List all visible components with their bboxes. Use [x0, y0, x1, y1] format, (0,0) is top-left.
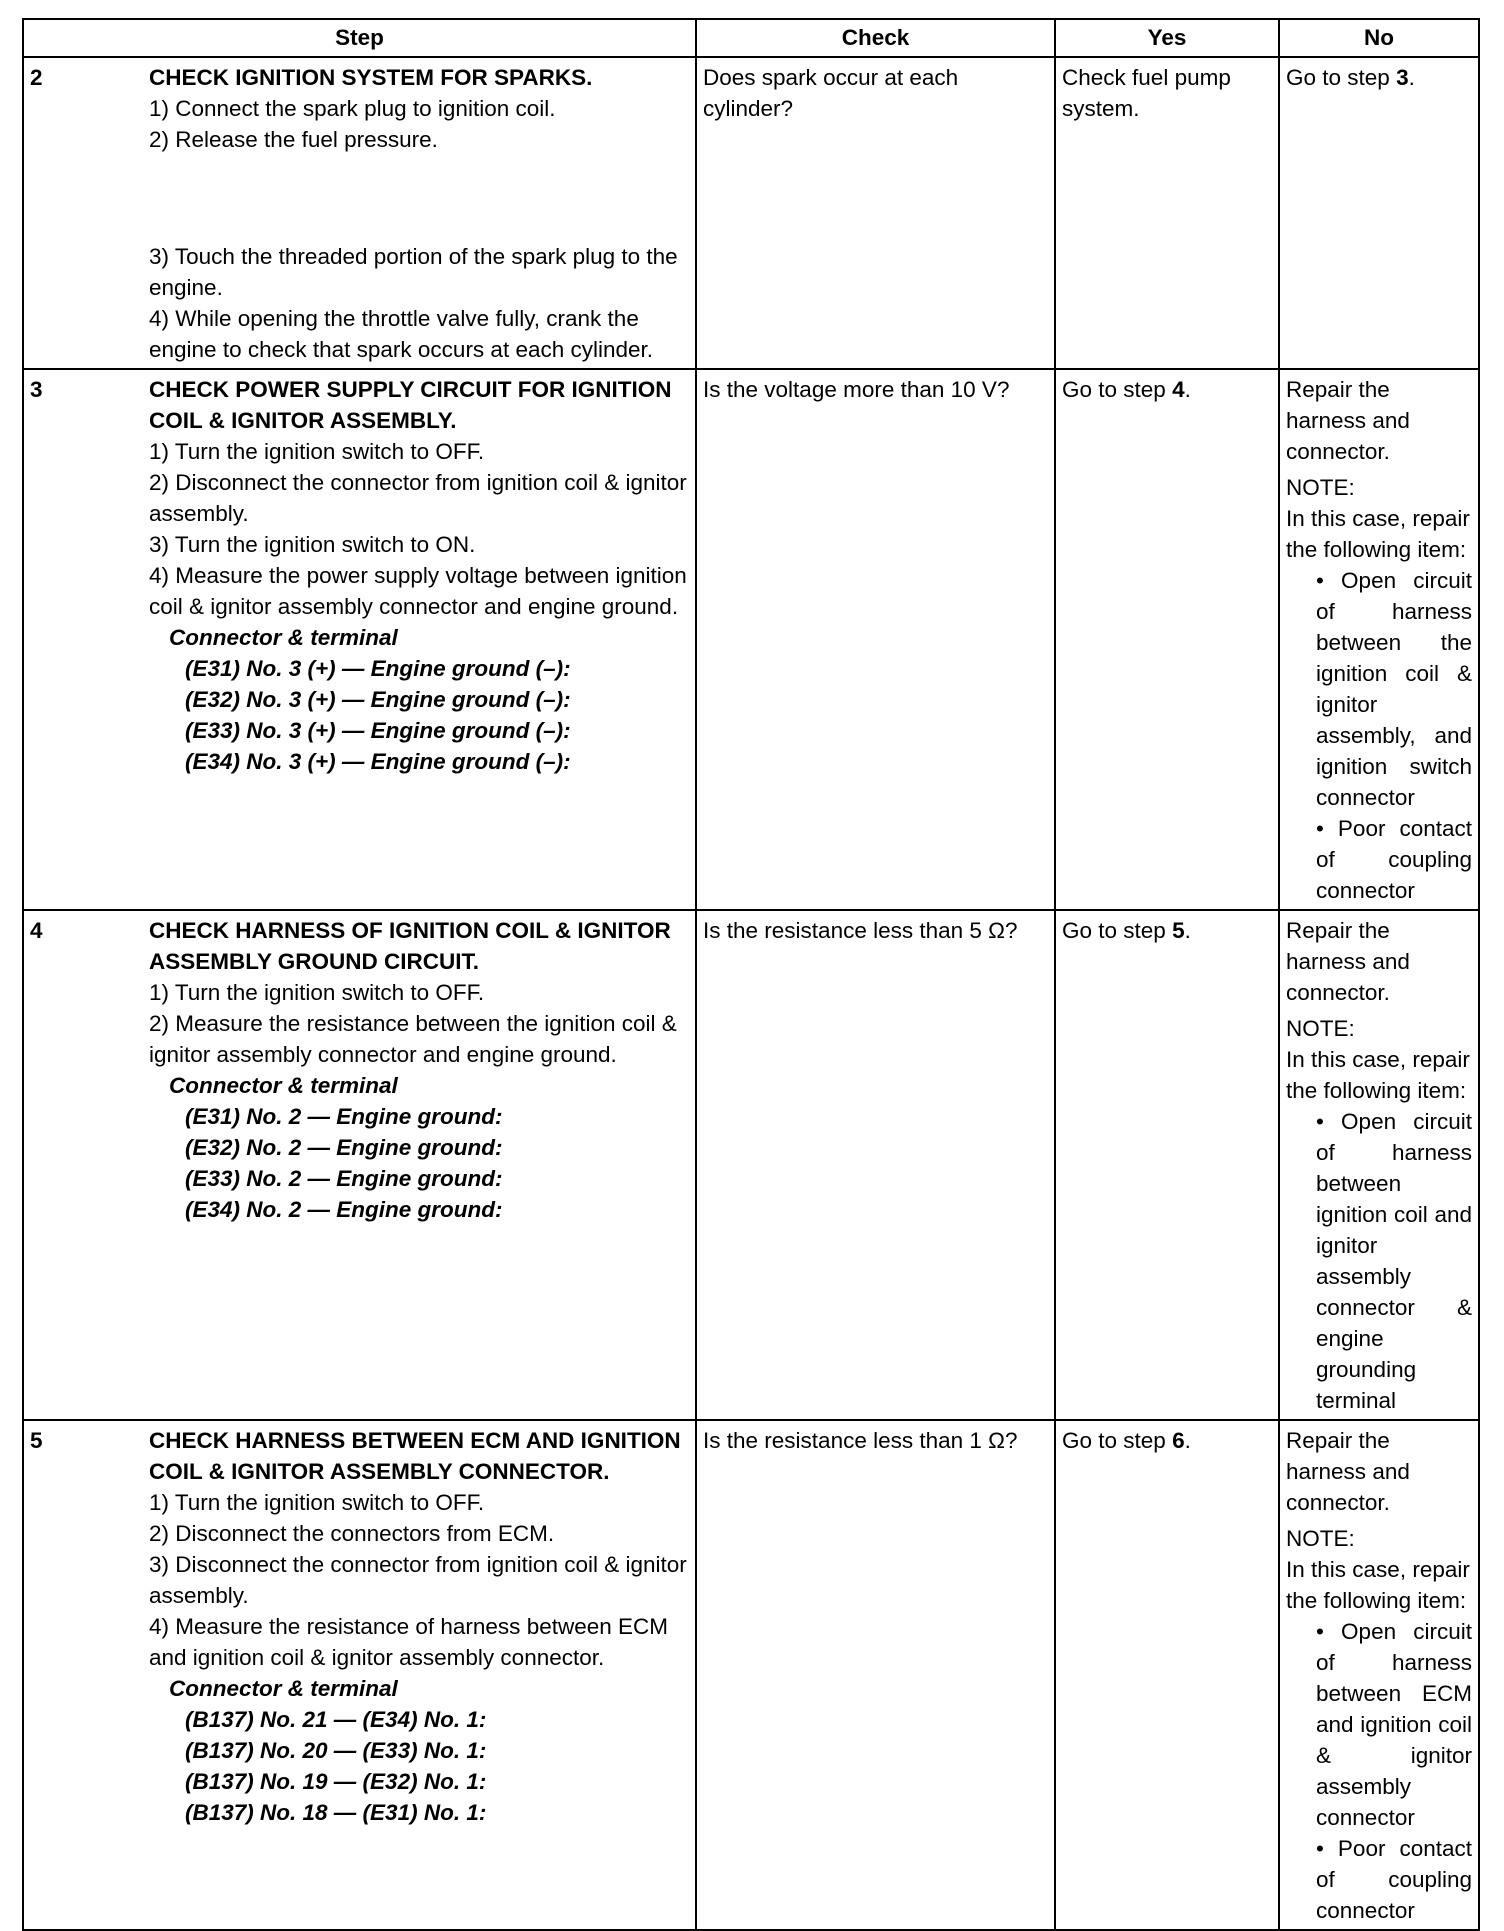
- no-cell: Go to step 3.: [1279, 57, 1479, 369]
- step-line: 1) Turn the ignition switch to OFF.: [149, 439, 485, 464]
- note-text: In this case, repair the following item:: [1286, 1557, 1470, 1613]
- repair-instruction: Repair the harness and connector.: [1286, 377, 1410, 464]
- header-yes: Yes: [1055, 19, 1279, 57]
- check-cell: Is the voltage more than 10 V?: [696, 369, 1055, 910]
- no-cell: [1279, 1420, 1479, 1930]
- connector-terminal: (E31) No. 2 — Engine ground:: [185, 1104, 503, 1129]
- bullet-item: • Poor contact of coupling connector: [1316, 816, 1473, 903]
- step-line: 1) Turn the ignition switch to OFF.: [149, 980, 485, 1005]
- note-label: NOTE:: [1286, 475, 1355, 500]
- note-label: NOTE:: [1286, 1526, 1355, 1551]
- check-cell: Is the resistance less than 5 Ω?: [696, 910, 1055, 1420]
- header-no: No: [1279, 19, 1479, 57]
- step-line: 2) Disconnect the connector from ignition coil & ignitor assembly.: [149, 470, 687, 526]
- connector-label: Connector & terminal: [169, 1073, 398, 1098]
- yes-cell: Go to step 5.: [1055, 910, 1279, 1420]
- yes-cell: Go to step 6.: [1055, 1420, 1279, 1930]
- step-number: 3: [23, 369, 143, 910]
- table-row: [23, 369, 1479, 910]
- check-cell: Is the resistance less than 1 Ω?: [696, 1420, 1055, 1930]
- step-number: 4: [23, 910, 143, 1420]
- header-check: Check: [696, 19, 1055, 57]
- connector-terminal: (E32) No. 3 (+) — Engine ground (–):: [185, 687, 571, 712]
- step-line: 3) Turn the ignition switch to ON.: [149, 532, 476, 557]
- bullet-item: • Open circuit of harness between ignition coil and ignitor assembly connector & engine grounding terminal: [1316, 1109, 1473, 1413]
- step-description: [143, 1420, 696, 1930]
- note-label: NOTE:: [1286, 1016, 1355, 1041]
- bullet-item: • Open circuit of harness between the ignition coil & ignitor assembly, and ignition switch connector: [1316, 568, 1473, 810]
- step-reference: 5: [1172, 918, 1185, 943]
- connector-terminal: (B137) No. 19 — (E32) No. 1:: [185, 1769, 487, 1794]
- table-row: [23, 57, 1479, 369]
- step-line: 2) Measure the resistance between the ignition coil & ignitor assembly connector and engine ground.: [149, 1011, 677, 1067]
- header-step: Step: [23, 19, 696, 57]
- step-description: [143, 57, 696, 369]
- step-reference: 3: [1396, 65, 1409, 90]
- connector-terminal: (E33) No. 3 (+) — Engine ground (–):: [185, 718, 571, 743]
- bullet-item: • Open circuit of harness between ECM and ignition coil & ignitor assembly connector: [1316, 1619, 1473, 1830]
- yes-cell: Check fuel pump system.: [1055, 57, 1279, 369]
- no-cell: [1279, 910, 1479, 1420]
- connector-terminal: (E31) No. 3 (+) — Engine ground (–):: [185, 656, 571, 681]
- no-cell: [1279, 369, 1479, 910]
- step-line: 4) Measure the resistance of harness between ECM and ignition coil & ignitor assembly connector.: [149, 1614, 669, 1670]
- step-number: 5: [23, 1420, 143, 1930]
- check-cell: Does spark occur at each cylinder?: [696, 57, 1055, 369]
- step-line: 2) Disconnect the connectors from ECM.: [149, 1521, 555, 1546]
- connector-label: Connector & terminal: [169, 1676, 398, 1701]
- step-number: 2: [23, 57, 143, 369]
- step-line: 3) Disconnect the connector from ignition coil & ignitor assembly.: [149, 1552, 687, 1608]
- step-line: 2) Release the fuel pressure.: [149, 127, 438, 152]
- step-line: 1) Turn the ignition switch to OFF.: [149, 1490, 485, 1515]
- step-title: CHECK HARNESS OF IGNITION COIL & IGNITOR ASSEMBLY GROUND CIRCUIT.: [149, 918, 671, 974]
- connector-terminal: (B137) No. 21 — (E34) No. 1:: [185, 1707, 487, 1732]
- connector-terminal: (E32) No. 2 — Engine ground:: [185, 1135, 503, 1160]
- connector-terminal: (E34) No. 3 (+) — Engine ground (–):: [185, 749, 571, 774]
- connector-terminal: (B137) No. 18 — (E31) No. 1:: [185, 1800, 487, 1825]
- step-reference: 4: [1172, 377, 1185, 402]
- diagnostic-table: [22, 18, 1480, 1931]
- step-reference: 6: [1172, 1428, 1185, 1453]
- step-description: [143, 369, 696, 910]
- step-description: [143, 910, 696, 1420]
- repair-instruction: Repair the harness and connector.: [1286, 918, 1410, 1005]
- step-title: CHECK POWER SUPPLY CIRCUIT FOR IGNITION COIL & IGNITOR ASSEMBLY.: [149, 377, 672, 433]
- yes-cell: Go to step 4.: [1055, 369, 1279, 910]
- step-line: 1) Connect the spark plug to ignition coil.: [149, 96, 556, 121]
- table-row: [23, 910, 1479, 1420]
- note-text: In this case, repair the following item:: [1286, 1047, 1470, 1103]
- repair-instruction: Repair the harness and connector.: [1286, 1428, 1410, 1515]
- table-row: [23, 1420, 1479, 1930]
- step-title: CHECK IGNITION SYSTEM FOR SPARKS.: [149, 65, 593, 90]
- note-text: In this case, repair the following item:: [1286, 506, 1470, 562]
- connector-label: Connector & terminal: [169, 625, 398, 650]
- step-title: CHECK HARNESS BETWEEN ECM AND IGNITION COIL & IGNITOR ASSEMBLY CONNECTOR.: [149, 1428, 681, 1484]
- step-line: 3) Touch the threaded portion of the spark plug to the engine.: [149, 244, 678, 300]
- header-row: [23, 19, 1479, 57]
- step-line: 4) While opening the throttle valve fully, crank the engine to check that spark occurs at each cylinder.: [149, 306, 654, 362]
- bullet-item: • Poor contact of coupling connector: [1316, 1836, 1473, 1923]
- connector-terminal: (B137) No. 20 — (E33) No. 1:: [185, 1738, 487, 1763]
- connector-terminal: (E33) No. 2 — Engine ground:: [185, 1166, 503, 1191]
- connector-terminal: (E34) No. 2 — Engine ground:: [185, 1197, 503, 1222]
- step-line: 4) Measure the power supply voltage between ignition coil & ignitor assembly connector and engine ground.: [149, 563, 687, 619]
